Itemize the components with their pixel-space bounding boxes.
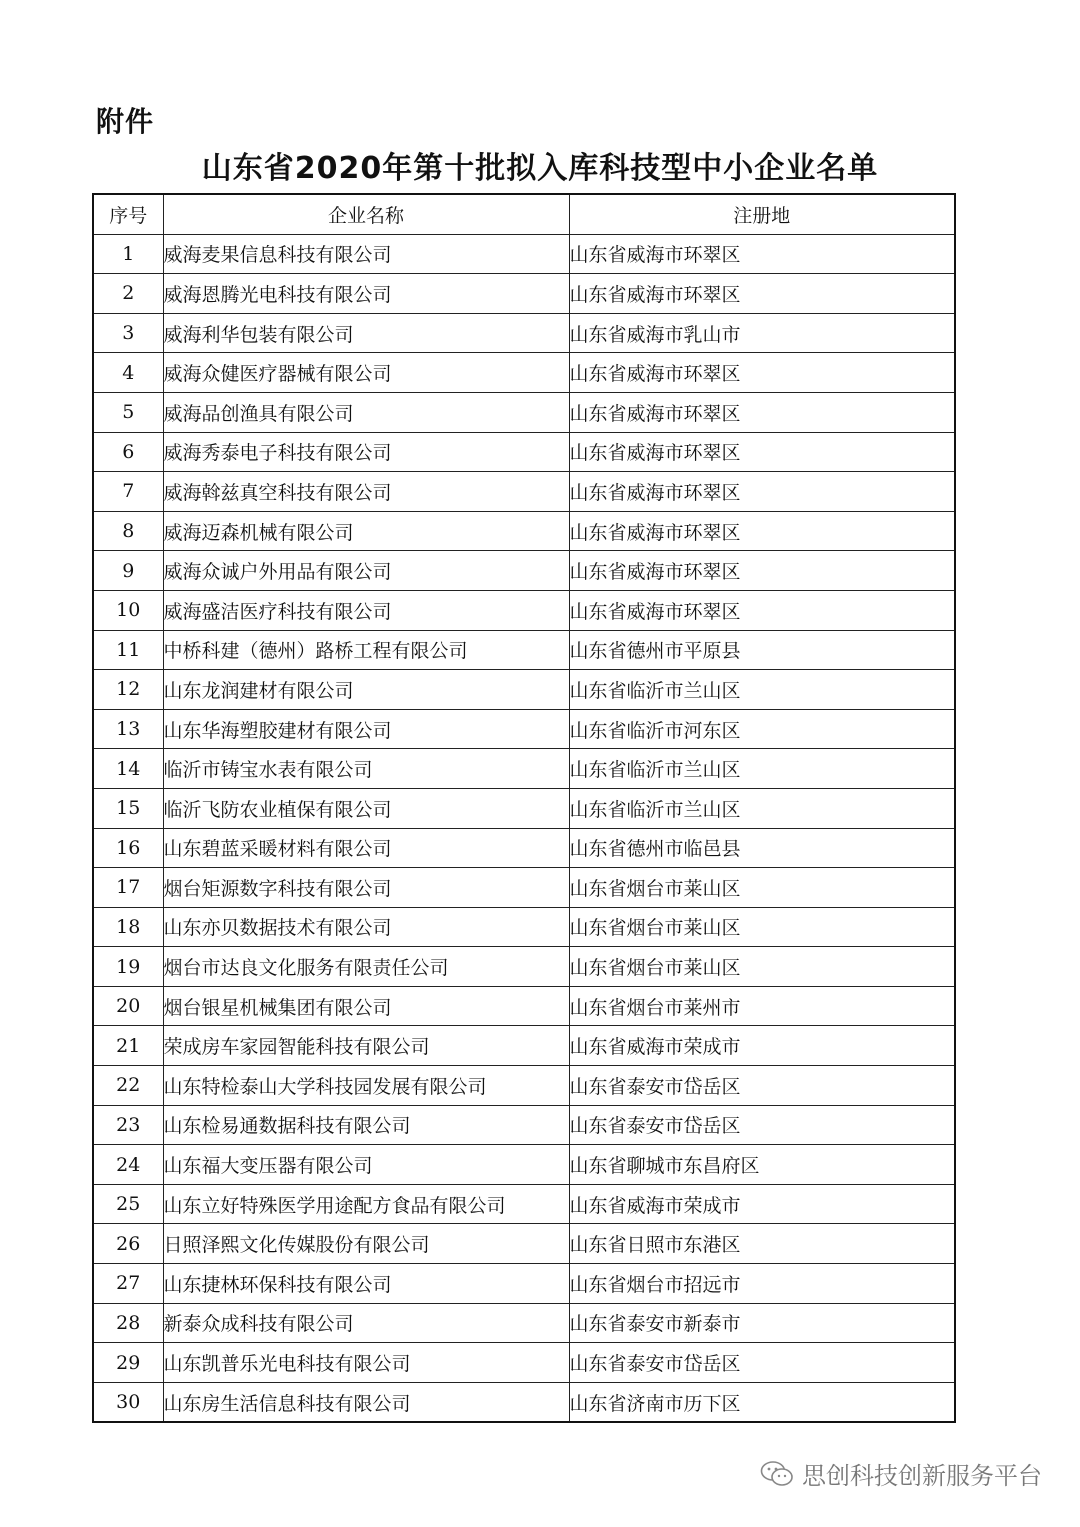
table-row	[93, 828, 955, 868]
table-row	[93, 1264, 955, 1304]
company-name: 山东特检泰山大学科技园发展有限公司	[163, 1066, 569, 1106]
table-row	[93, 1026, 955, 1066]
company-name: 烟台银星机械集团有限公司	[163, 986, 569, 1026]
company-name: 威海斡兹真空科技有限公司	[163, 472, 569, 512]
table-row	[93, 551, 955, 591]
watermark	[760, 1456, 1042, 1491]
registered-location: 山东省泰安市新泰市	[569, 1303, 955, 1343]
row-index: 22	[93, 1066, 163, 1106]
row-index: 19	[93, 947, 163, 987]
row-index: 9	[93, 551, 163, 591]
registered-location: 山东省威海市环翠区	[569, 511, 955, 551]
table-row	[93, 1184, 955, 1224]
table-row	[93, 353, 955, 393]
table-row	[93, 432, 955, 472]
company-name: 山东龙润建材有限公司	[163, 670, 569, 710]
company-name: 烟台矩源数字科技有限公司	[163, 868, 569, 908]
table-row	[93, 234, 955, 274]
table-row	[93, 749, 955, 789]
row-index: 14	[93, 749, 163, 789]
company-name: 山东捷林环保科技有限公司	[163, 1264, 569, 1304]
registered-location: 山东省德州市临邑县	[569, 828, 955, 868]
table-row	[93, 947, 955, 987]
table-row	[93, 472, 955, 512]
row-index: 24	[93, 1145, 163, 1185]
wechat-icon	[760, 1460, 794, 1488]
row-index: 3	[93, 313, 163, 353]
company-name: 山东碧蓝采暖材料有限公司	[163, 828, 569, 868]
table-row	[93, 630, 955, 670]
row-index: 8	[93, 511, 163, 551]
registered-location: 山东省威海市环翠区	[569, 472, 955, 512]
company-name: 威海众诚户外用品有限公司	[163, 551, 569, 591]
table-row	[93, 670, 955, 710]
row-index: 7	[93, 472, 163, 512]
attachment-label: 附件	[96, 105, 155, 138]
company-name: 山东华海塑胶建材有限公司	[163, 709, 569, 749]
header-registered-location: 注册地	[569, 194, 955, 234]
table-row	[93, 1224, 955, 1264]
registered-location: 山东省威海市环翠区	[569, 392, 955, 432]
company-name: 威海恩腾光电科技有限公司	[163, 274, 569, 314]
table-row	[93, 1105, 955, 1145]
table-row	[93, 1343, 955, 1383]
registered-location: 山东省烟台市莱州市	[569, 986, 955, 1026]
table-row	[93, 1066, 955, 1106]
registered-location: 山东省威海市环翠区	[569, 353, 955, 393]
registered-location: 山东省临沂市兰山区	[569, 749, 955, 789]
company-name: 日照泽熙文化传媒股份有限公司	[163, 1224, 569, 1264]
registered-location: 山东省烟台市莱山区	[569, 868, 955, 908]
table-row	[93, 1303, 955, 1343]
row-index: 11	[93, 630, 163, 670]
company-name: 威海盛洁医疗科技有限公司	[163, 590, 569, 630]
registered-location: 山东省济南市历下区	[569, 1382, 955, 1422]
company-name: 山东福大变压器有限公司	[163, 1145, 569, 1185]
header-index: 序号	[93, 194, 163, 234]
registered-location: 山东省聊城市东昌府区	[569, 1145, 955, 1185]
row-index: 23	[93, 1105, 163, 1145]
row-index: 4	[93, 353, 163, 393]
company-name: 荣成房车家园智能科技有限公司	[163, 1026, 569, 1066]
row-index: 16	[93, 828, 163, 868]
company-name: 山东房生活信息科技有限公司	[163, 1382, 569, 1422]
registered-location: 山东省德州市平原县	[569, 630, 955, 670]
table-row	[93, 511, 955, 551]
table-row	[93, 788, 955, 828]
table-row	[93, 1382, 955, 1422]
registered-location: 山东省泰安市岱岳区	[569, 1066, 955, 1106]
company-name: 中桥科建（德州）路桥工程有限公司	[163, 630, 569, 670]
row-index: 25	[93, 1184, 163, 1224]
registered-location: 山东省泰安市岱岳区	[569, 1105, 955, 1145]
row-index: 17	[93, 868, 163, 908]
row-index: 18	[93, 907, 163, 947]
company-name: 临沂飞防农业植保有限公司	[163, 788, 569, 828]
header-company-name: 企业名称	[163, 194, 569, 234]
watermark-text: 思创科技创新服务平台	[802, 1462, 1042, 1490]
table-row	[93, 868, 955, 908]
table-row	[93, 1145, 955, 1185]
registered-location: 山东省威海市荣成市	[569, 1184, 955, 1224]
table-row	[93, 392, 955, 432]
document-title: 山东省2020年第十批拟入库科技型中小企业名单	[201, 151, 879, 186]
table-row	[93, 274, 955, 314]
table-row	[93, 907, 955, 947]
row-index: 6	[93, 432, 163, 472]
row-index: 27	[93, 1264, 163, 1304]
row-index: 10	[93, 590, 163, 630]
row-index: 13	[93, 709, 163, 749]
company-name: 新泰众成科技有限公司	[163, 1303, 569, 1343]
registered-location: 山东省日照市东港区	[569, 1224, 955, 1264]
company-name: 威海利华包装有限公司	[163, 313, 569, 353]
row-index: 15	[93, 788, 163, 828]
registered-location: 山东省威海市环翠区	[569, 590, 955, 630]
registered-location: 山东省临沂市兰山区	[569, 788, 955, 828]
registered-location: 山东省威海市荣成市	[569, 1026, 955, 1066]
table-row	[93, 986, 955, 1026]
registered-location: 山东省威海市乳山市	[569, 313, 955, 353]
row-index: 26	[93, 1224, 163, 1264]
table-row	[93, 313, 955, 353]
table-row	[93, 590, 955, 630]
company-name: 威海迈森机械有限公司	[163, 511, 569, 551]
registered-location: 山东省临沂市兰山区	[569, 670, 955, 710]
row-index: 1	[93, 234, 163, 274]
company-name: 山东亦贝数据技术有限公司	[163, 907, 569, 947]
table-row	[93, 709, 955, 749]
registered-location: 山东省威海市环翠区	[569, 274, 955, 314]
company-name: 威海品创渔具有限公司	[163, 392, 569, 432]
enterprise-table	[92, 193, 956, 1423]
row-index: 21	[93, 1026, 163, 1066]
company-name: 威海众健医疗器械有限公司	[163, 353, 569, 393]
company-name: 山东凯普乐光电科技有限公司	[163, 1343, 569, 1383]
registered-location: 山东省烟台市莱山区	[569, 947, 955, 987]
company-name: 山东立好特殊医学用途配方食品有限公司	[163, 1184, 569, 1224]
company-name: 山东检易通数据科技有限公司	[163, 1105, 569, 1145]
registered-location: 山东省烟台市莱山区	[569, 907, 955, 947]
registered-location: 山东省威海市环翠区	[569, 234, 955, 274]
row-index: 30	[93, 1382, 163, 1422]
row-index: 2	[93, 274, 163, 314]
company-name: 烟台市达良文化服务有限责任公司	[163, 947, 569, 987]
company-name: 临沂市铸宝水表有限公司	[163, 749, 569, 789]
row-index: 5	[93, 392, 163, 432]
row-index: 20	[93, 986, 163, 1026]
registered-location: 山东省临沂市河东区	[569, 709, 955, 749]
table-body	[93, 234, 955, 1422]
table-header-row	[93, 194, 955, 234]
registered-location: 山东省烟台市招远市	[569, 1264, 955, 1304]
registered-location: 山东省威海市环翠区	[569, 551, 955, 591]
company-name: 威海秀泰电子科技有限公司	[163, 432, 569, 472]
registered-location: 山东省威海市环翠区	[569, 432, 955, 472]
row-index: 28	[93, 1303, 163, 1343]
registered-location: 山东省泰安市岱岳区	[569, 1343, 955, 1383]
company-name: 威海麦果信息科技有限公司	[163, 234, 569, 274]
row-index: 29	[93, 1343, 163, 1383]
row-index: 12	[93, 670, 163, 710]
